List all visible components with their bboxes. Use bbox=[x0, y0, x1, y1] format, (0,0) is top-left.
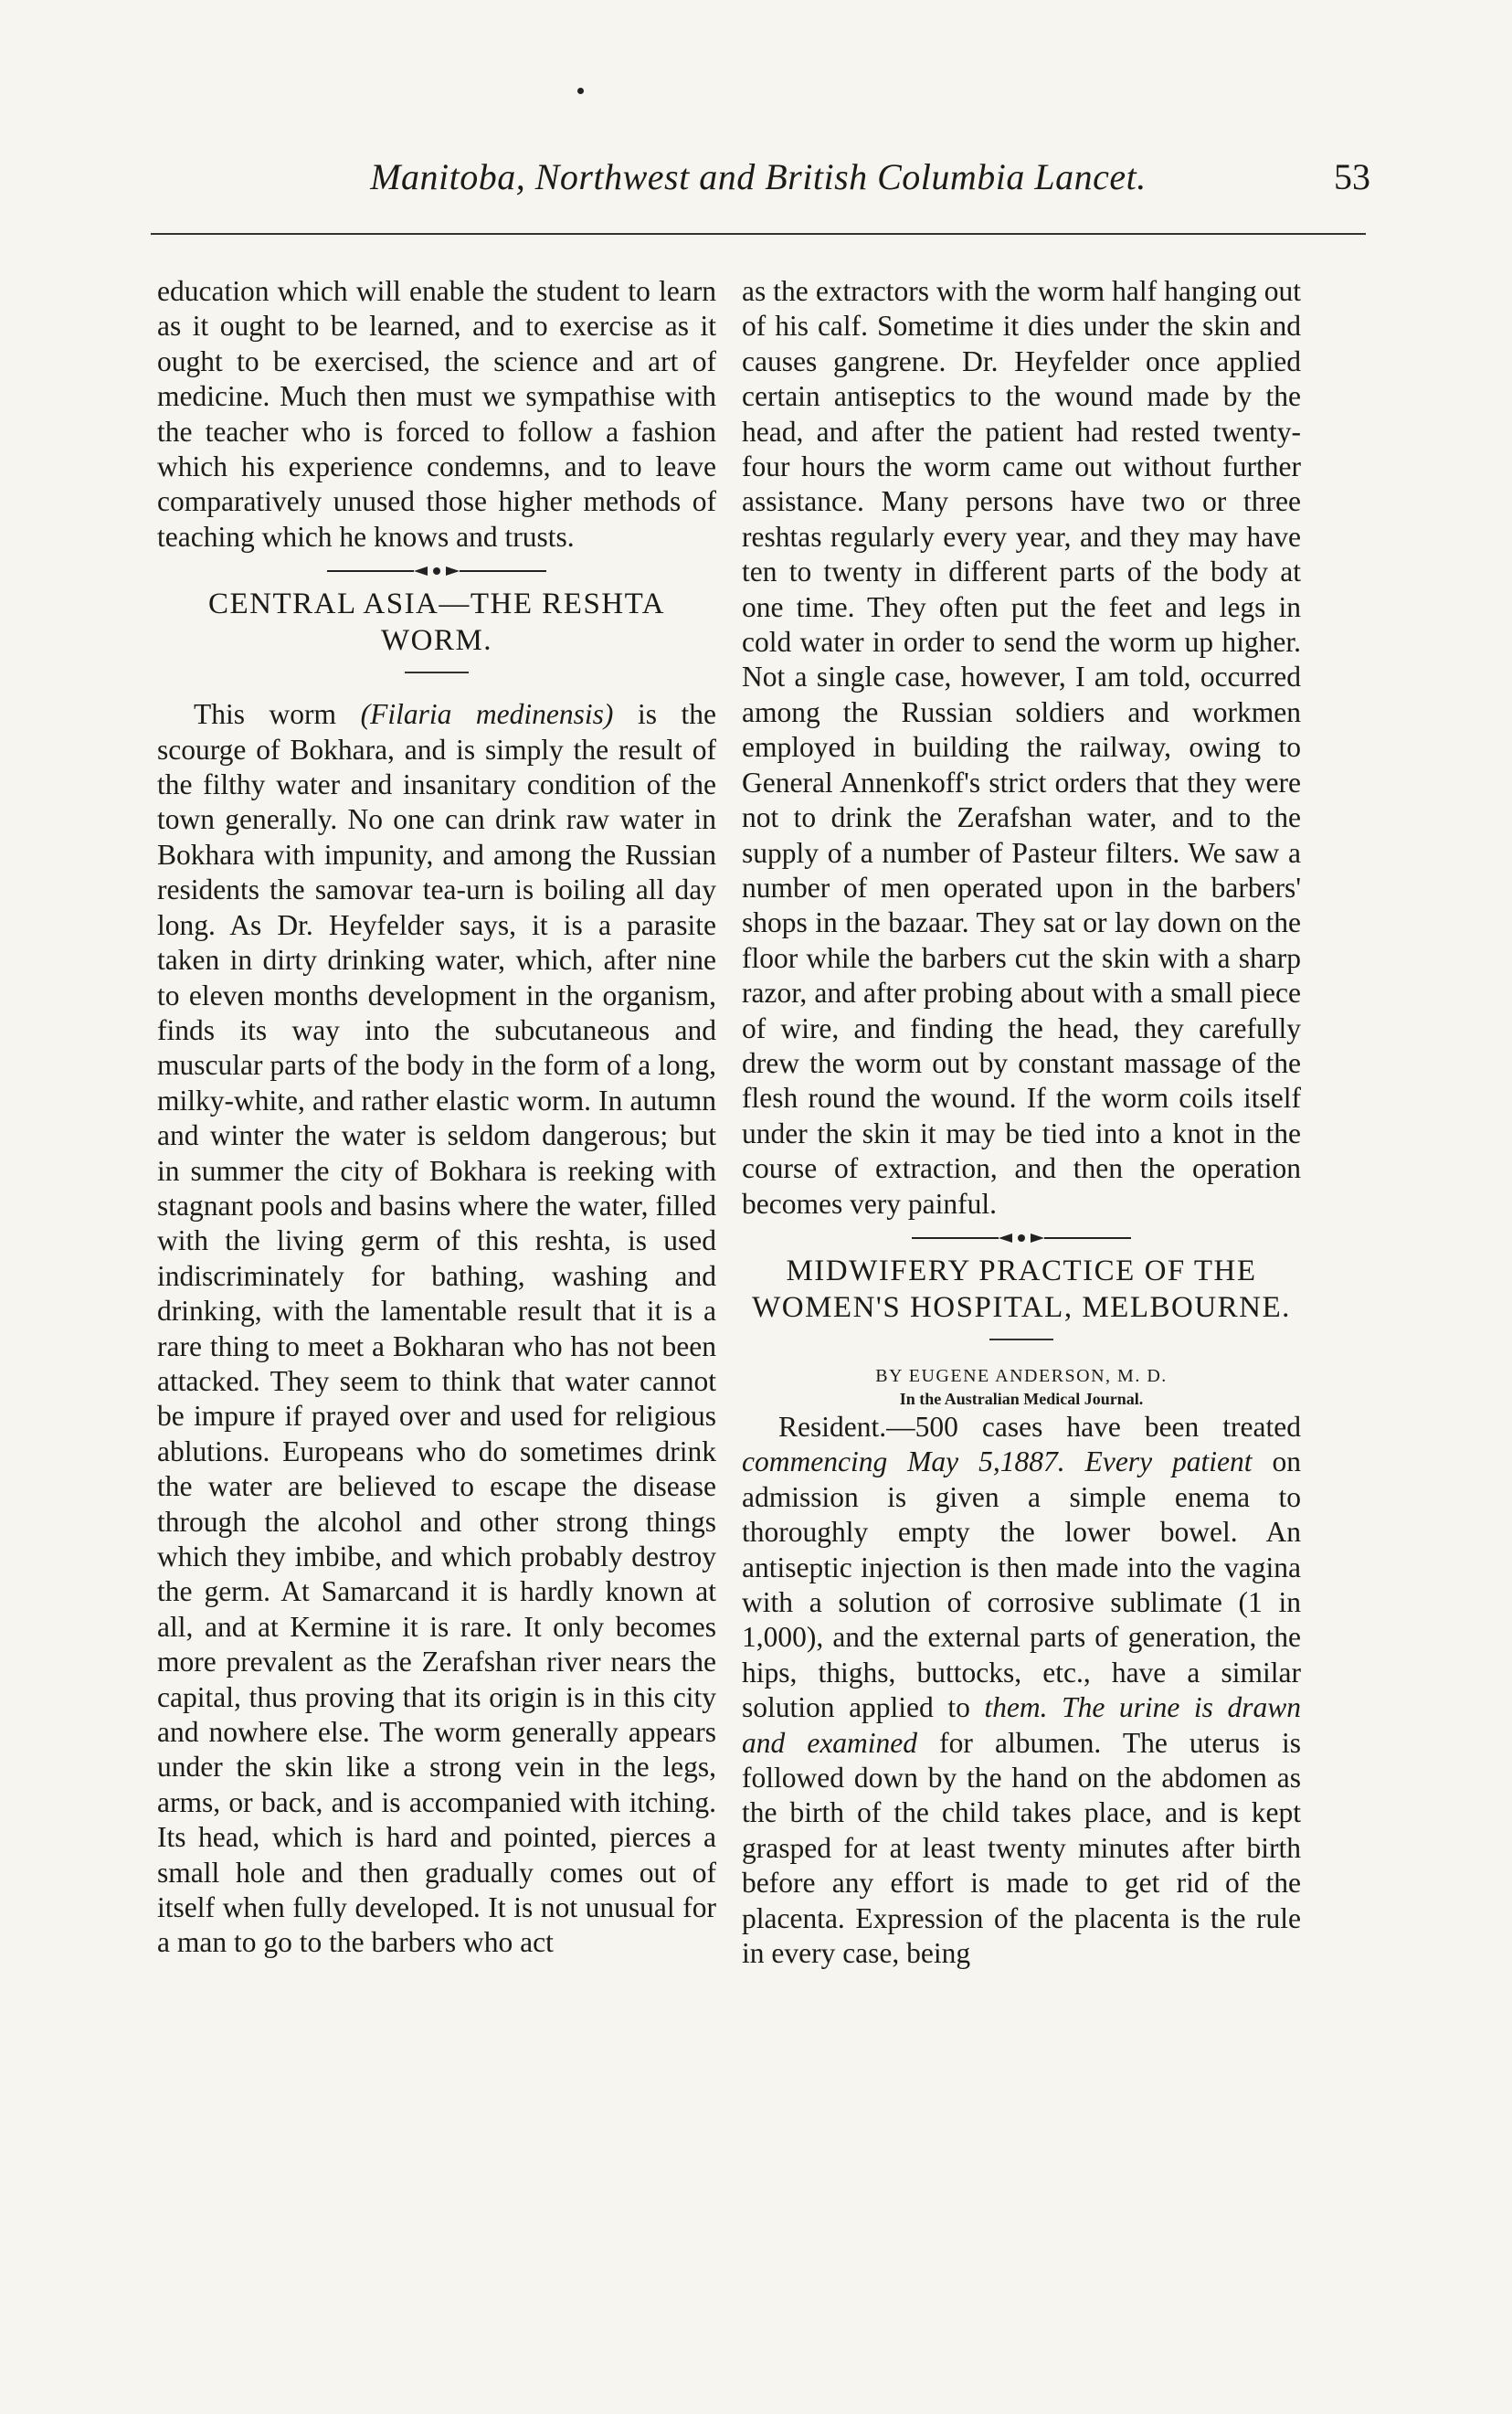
section-title-reshta-worm: CENTRAL ASIA—THE RESHTA WORM. bbox=[208, 588, 665, 658]
text-run: on admission is given a simple enema to thoroughly empty the lower bowel. An antiseptic injection is then made into the vagina with a solution of corrosive sublimate (1 in 1,000), and the external parts of generation, the hips, thighs, buttocks, etc., have a similar solution applied to bbox=[742, 1445, 1302, 1724]
page-speck bbox=[577, 88, 584, 94]
italic-run: them. The urine is drawn and examined bbox=[742, 1691, 1301, 1759]
reshta-worm-paragraph bbox=[157, 697, 716, 1961]
text-run: is the scourge of Bokhara, and is simply the result of the filthy water and insanitary condition of the town generally. No one can drink raw water in Bokhara with impunity, and among the Russian residents the samovar tea-urn is boiling all day long. As Dr. Heyfelder says, it is a parasite taken in dirty drinking water, which, after nine to eleven months development in the organism, finds its way into the subcutaneous and muscular parts of the body in the form of a long, milky-white, and rather elastic worm. In autumn and winter the water is seldom dangerous; but in summer the city of Bokhara is reeking with stagnant pools and basins where the water, filled with the living germ of this reshta, is used indiscriminately for bathing, washing and drinking, with the lamentable result that it is a rare thing to meet a Bokharan who has not been attacked. They seem to think that water cannot be impure if prayed over and used for religious ablutions. Europeans who do sometimes drink the water are believed to escape the disease through the alcohol and other strong things which they imbibe, and which probably destroy the germ. At Samarcand it is hardly known at all, and at Kermine it is rare. It only becomes more prevalent as the Zerafshan river nears the capital, thus proving that its origin is in this city and nowhere else. The worm generally appears under the skin like a strong vein in the legs, arms, or back, and is accompanied with itching. Its head, which is hard and pointed, pierces a small hole and then gradually comes out of itself when fully developed. It is not unusual for a man to go to the barbers who act bbox=[157, 698, 716, 1959]
right-column bbox=[742, 274, 1301, 1971]
page-header bbox=[146, 155, 1370, 210]
section-divider-ornament bbox=[318, 562, 555, 580]
midwifery-paragraph bbox=[742, 1410, 1301, 1972]
running-title: Manitoba, Northwest and British Columbia Lancet. bbox=[370, 156, 1147, 197]
continued-paragraph: education which will enable the student to learn as it ought to be learned, and to exercise as it ought to be exercised, the science and art of medicine. Much then must we sympathise with the teacher who is forced to follow a fashion which his experience condemns, and to leave comparatively unused those higher methods of teaching which he knows and trusts. bbox=[157, 275, 716, 553]
left-column bbox=[157, 274, 716, 1961]
species-name: (Filaria medinensis) bbox=[360, 698, 614, 731]
source-journal: In the Australian Medical Journal. bbox=[899, 1389, 1144, 1408]
page-number: 53 bbox=[1334, 156, 1370, 197]
text-run: for albumen. The uterus is followed down by the hand on the abdomen as the birth of the child takes place, and is kept grasped for at least twenty minutes after birth before any effort is made to get rid of the placenta. Expression of the placenta is the rule in every case, being bbox=[742, 1726, 1301, 1970]
title-rule bbox=[989, 1339, 1053, 1340]
author-byline: BY EUGENE ANDERSON, M. D. bbox=[875, 1365, 1168, 1386]
title-rule bbox=[405, 672, 469, 673]
section-divider-ornament bbox=[903, 1229, 1140, 1247]
text-run: This worm bbox=[194, 698, 361, 731]
section-title-midwifery: MIDWIFERY PRACTICE OF THE WOMEN'S HOSPITAL, MELBOURNE. bbox=[752, 1254, 1291, 1324]
italic-run: commencing May 5,1887. Every patient bbox=[742, 1445, 1253, 1478]
header-rule bbox=[151, 233, 1366, 235]
reshta-worm-continued: as the extractors with the worm half hanging out of his calf. Sometime it dies under the skin and causes gangrene. Dr. Heyfelder once applied certain antiseptics to the wound made by the head, and after the patient had rested twenty-four hours the worm came out without further assistance. Many persons have two or three reshtas regularly every year, and they may have ten to twenty in different parts of the body at one time. They often put the feet and legs in cold water in order to send the worm up higher. Not a single case, however, I am told, occurred among the Russian soldiers and workmen employed in building the railway, owing to General Annenkoff's strict orders that they were not to drink the Zerafshan water, and to the supply of a number of Pasteur filters. We saw a number of men operated upon in the barbers' shops in the bazaar. They sat or lay down on the floor while the barbers cut the skin with a sharp razor, and after probing about with a small piece of wire, and finding the head, they carefully drew the worm out by constant massage of the flesh round the wound. If the worm coils itself under the skin it may be tied into a knot in the course of extraction, and then the operation becomes very painful. bbox=[742, 275, 1301, 1220]
text-run: Resident.—500 cases have been treated bbox=[778, 1410, 1301, 1443]
